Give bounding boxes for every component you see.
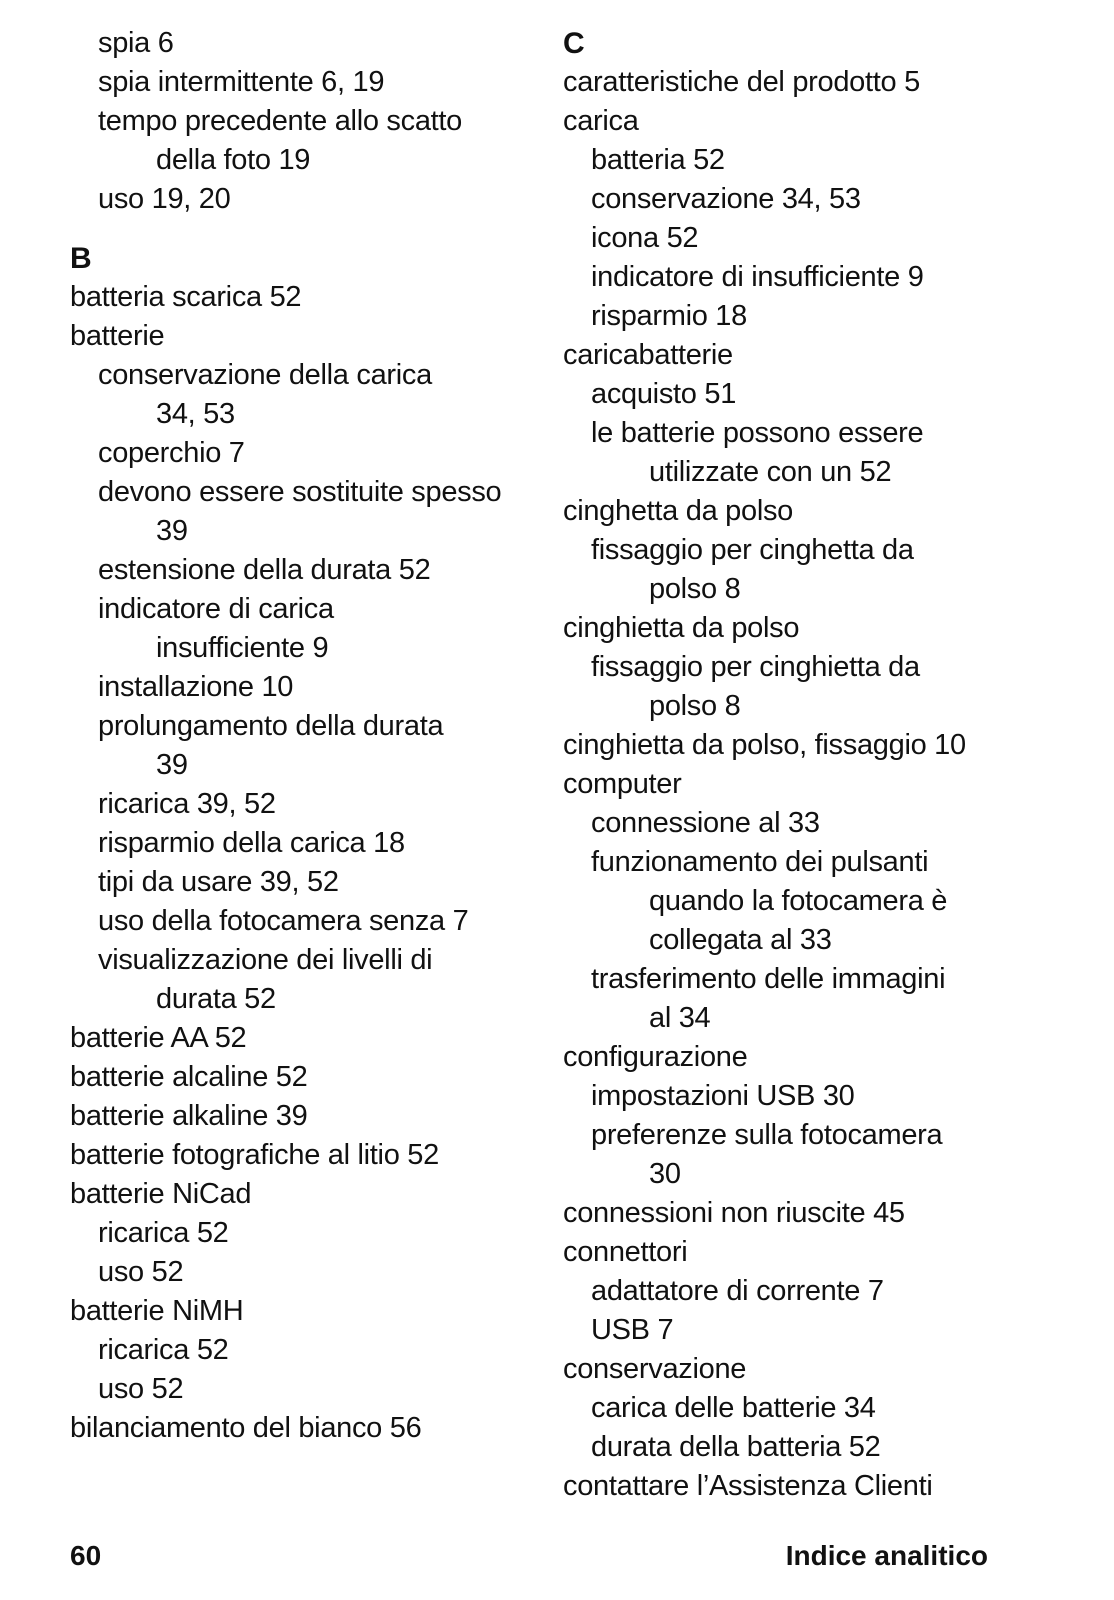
index-column-right	[563, 24, 1033, 1506]
index-subentry: carica delle batterie 34	[591, 1392, 876, 1424]
index-subentry: polso 8	[649, 690, 741, 722]
index-subentry: prolungamento della durata	[98, 710, 444, 742]
index-entry: conservazione	[563, 1353, 747, 1385]
index-subentry: batteria 52	[591, 144, 725, 176]
index-subentry: uso 52	[98, 1256, 184, 1288]
index-subentry: USB 7	[591, 1314, 674, 1346]
index-entry: batterie AA 52	[70, 1022, 247, 1054]
index-subentry: visualizzazione dei livelli di	[98, 944, 433, 976]
page-number: 60	[70, 1540, 102, 1571]
index-subentry: ricarica 39, 52	[98, 788, 276, 820]
index-entry: configurazione	[563, 1041, 748, 1073]
index-subentry: connessione al 33	[591, 807, 820, 839]
index-subentry: risparmio della carica 18	[98, 827, 405, 859]
index-letter-heading: C	[563, 27, 585, 60]
index-subentry: 34, 53	[156, 398, 235, 430]
index-letter-heading: B	[70, 242, 92, 275]
index-subentry: conservazione della carica	[98, 359, 432, 391]
index-subentry: le batterie possono essere	[591, 417, 924, 449]
index-subentry: devono essere sostituite spesso	[98, 476, 502, 508]
index-entry: caratteristiche del prodotto 5	[563, 66, 920, 98]
index-entry: cinghietta da polso	[563, 612, 800, 644]
index-subentry: spia 6	[98, 27, 174, 59]
index-entry: cinghetta da polso	[563, 495, 793, 527]
index-subentry: spia intermittente 6, 19	[98, 66, 385, 98]
index-subentry: insufficiente 9	[156, 632, 329, 664]
index-subentry: preferenze sulla fotocamera	[591, 1119, 943, 1151]
index-entry: batterie fotografiche al litio 52	[70, 1139, 439, 1171]
index-entry: batterie alcaline 52	[70, 1061, 308, 1093]
index-entry: carica	[563, 105, 639, 137]
index-subentry: 39	[156, 749, 188, 781]
index-subentry: uso 19, 20	[98, 183, 231, 215]
index-subentry: durata 52	[156, 983, 276, 1015]
index-entry: batteria scarica 52	[70, 281, 302, 313]
index-subentry: tipi da usare 39, 52	[98, 866, 339, 898]
index-entry: batterie NiMH	[70, 1295, 244, 1327]
index-subentry: della foto 19	[156, 144, 311, 176]
index-subentry: coperchio 7	[98, 437, 245, 469]
index-subentry: acquisto 51	[591, 378, 737, 410]
index-subentry: uso 52	[98, 1373, 184, 1405]
index-subentry: installazione 10	[98, 671, 294, 703]
index-entry: caricabatterie	[563, 339, 733, 371]
index-entry: batterie	[70, 320, 165, 352]
index-subentry: estensione della durata 52	[98, 554, 431, 586]
index-subentry: utilizzate con un 52	[649, 456, 892, 488]
index-subentry: risparmio 18	[591, 300, 747, 332]
index-subentry: durata della batteria 52	[591, 1431, 881, 1463]
index-subentry: 39	[156, 515, 188, 547]
index-subentry: funzionamento dei pulsanti	[591, 846, 929, 878]
index-subentry: quando la fotocamera è	[649, 885, 948, 917]
index-subentry: 30	[649, 1158, 681, 1190]
index-subentry: ricarica 52	[98, 1217, 229, 1249]
index-column-left	[70, 24, 510, 1448]
index-subentry: indicatore di carica	[98, 593, 334, 625]
index-subentry: conservazione 34, 53	[591, 183, 861, 215]
index-entry: computer	[563, 768, 682, 800]
index-subentry: impostazioni USB 30	[591, 1080, 855, 1112]
index-entry: contattare l’Assistenza Clienti	[563, 1470, 933, 1502]
index-subentry: fissaggio per cinghietta da	[591, 651, 920, 683]
index-subentry: icona 52	[591, 222, 699, 254]
index-entry: cinghietta da polso, fissaggio 10	[563, 729, 966, 761]
index-subentry: collegata al 33	[649, 924, 832, 956]
index-subentry: ricarica 52	[98, 1334, 229, 1366]
index-entry: batterie NiCad	[70, 1178, 252, 1210]
index-entry: bilanciamento del bianco 56	[70, 1412, 422, 1444]
index-subentry: trasferimento delle immagini	[591, 963, 946, 995]
index-subentry: indicatore di insufficiente 9	[591, 261, 924, 293]
index-subentry: polso 8	[649, 573, 741, 605]
index-subentry: uso della fotocamera senza 7	[98, 905, 469, 937]
index-subentry: al 34	[649, 1002, 711, 1034]
index-subentry: tempo precedente allo scatto	[98, 105, 462, 137]
index-entry: batterie alkaline 39	[70, 1100, 308, 1132]
index-subentry: fissaggio per cinghetta da	[591, 534, 914, 566]
section-spacer	[70, 219, 510, 239]
index-subentry: adattatore di corrente 7	[591, 1275, 884, 1307]
section-title: Indice analitico	[785, 1540, 988, 1571]
index-entry: connessioni non riuscite 45	[563, 1197, 905, 1229]
index-entry: connettori	[563, 1236, 688, 1268]
